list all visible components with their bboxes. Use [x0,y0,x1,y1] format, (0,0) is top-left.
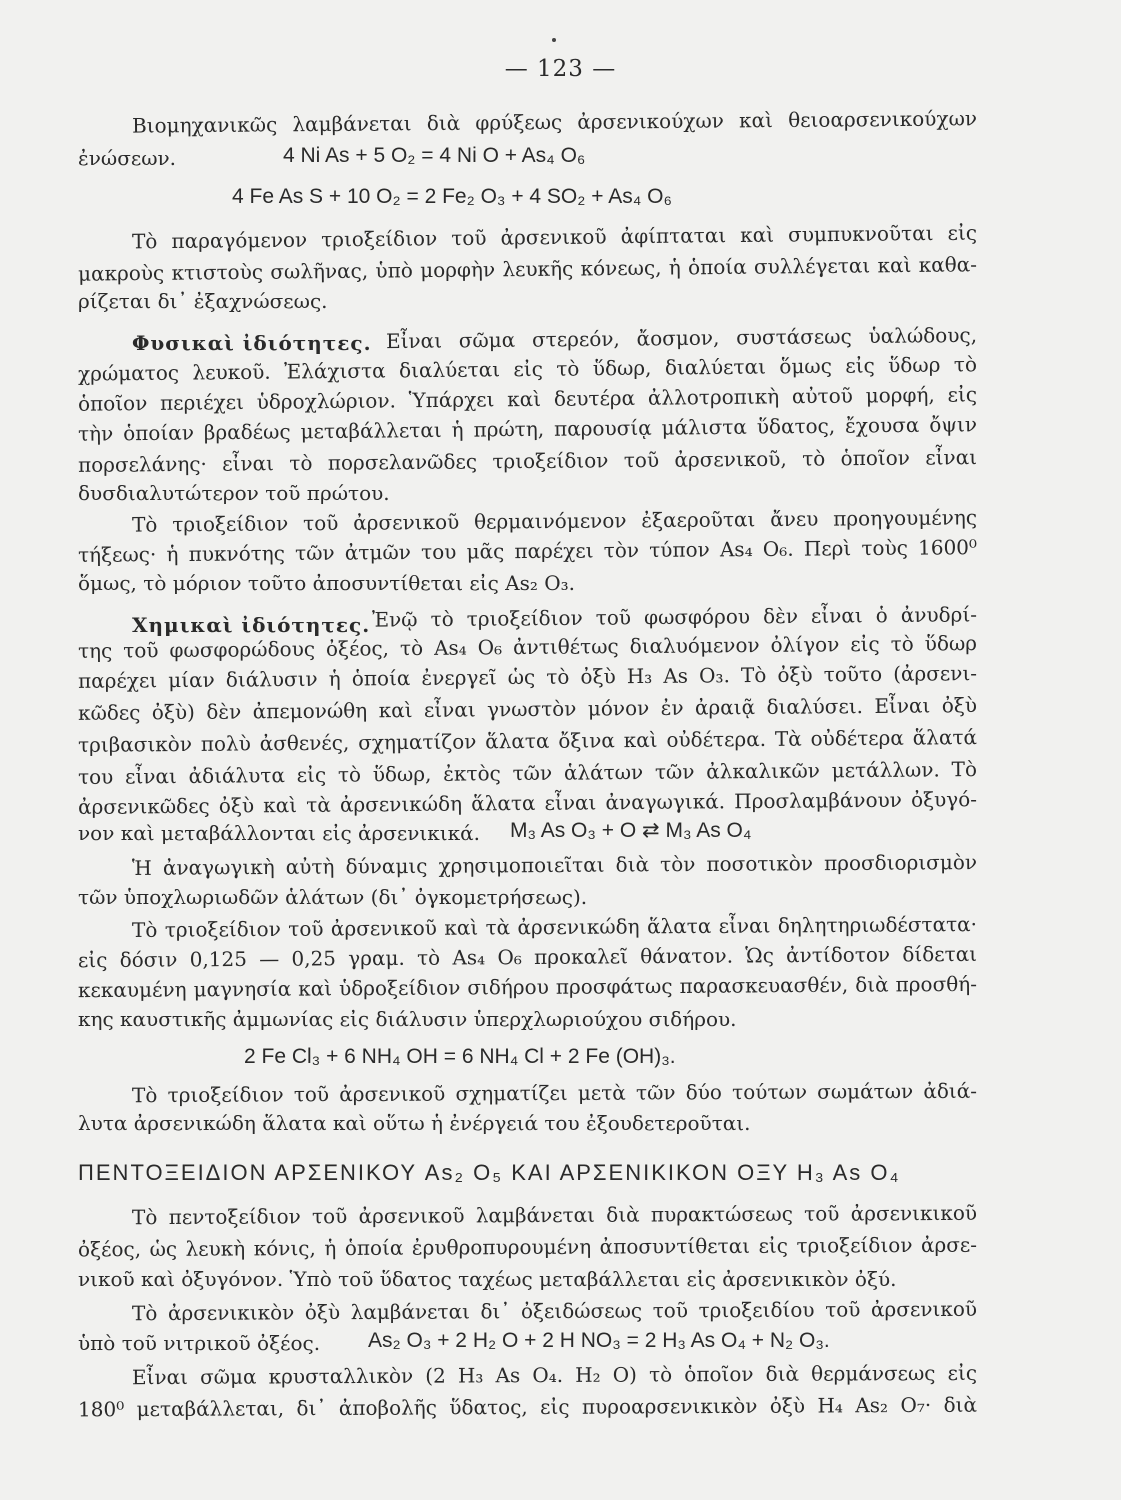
equation: As₂ O₃ + 2 H₂ O + 2 H NO₃ = 2 H₃ As O₄ + N₂ O₃. [368,1329,830,1352]
text-line: κης καυστικῆς ἀμμωνίας εἰς διάλυσιν ὑπερχλωριούχου σιδήρου. [78,1007,737,1031]
text-line: της τοῦ φωσφορώδους ὀξέος, τὸ As₄ O₆ ἀντιθέτως διαλυόμενον ὀλίγον εἰς τὸ ὕδωρ [77,631,978,663]
text-line: χρώματος λευκοῦ. Ἐλάχιστα διαλύεται εἰς τὸ ὕδωρ, διαλύεται ὅμως εἰς ὕδωρ τὸ [77,352,978,386]
text-line: ὅμως, τὸ μόριον τοῦτο ἀποσυντίθεται εἰς As₂ O₃. [78,571,576,595]
text-line: τὴν ὁποίαν βραδέως μεταβάλλεται ἡ πρώτη, παρουσίᾳ μάλιστα ὕδατος, ἔχουσα ὄψιν [77,412,978,446]
text-line: Τὸ ἀρσενικικὸν ὀξὺ λαμβάνεται δι᾽ ὀξειδώσεως τοῦ τριοξειδίου τοῦ ἀρσενικοῦ [131,1296,978,1326]
text-line: κεκαυμένη μαγνησία καὶ ὑδροξείδιον σιδήρου προσφάτως παρασκευασθέν, διὰ προσθή- [77,971,978,1003]
text-line: νον καὶ μεταβάλλονται εἰς ἀρσενικικά. [78,821,480,845]
text-line: Ἐνῷ τὸ τριοξείδιον τοῦ φωσφόρου δὲν εἶναι ὁ ἀνυδρί- [371,602,978,632]
text-line: Τὸ τριοξείδιον τοῦ ἀρσενικοῦ σχηματίζει μετὰ τῶν δύο τούτων σωμάτων ἀδιά- [131,1078,978,1108]
equation: 4 Ni As + 5 O₂ = 4 Ni O + As₄ O₆ [283,144,586,167]
text-line: του εἶναι ἀδιάλυτα εἰς τὸ ὕδωρ, ἐκτὸς τῶν ἁλάτων τῶν ἀλκαλικῶν μετάλλων. Τὸ [77,757,978,789]
section-label-physical: Φυσικαὶ ἰδιότητες. [132,331,372,355]
text-line: Τὸ τριοξείδιον τοῦ ἀρσενικοῦ θερμαινόμενον ἐξαεροῦται ἄνευ προηγουμένης [131,505,978,537]
text-line: δυσδιαλυτώτερον τοῦ πρώτου. [78,481,390,505]
text-line: λυτα ἀρσενικώδη ἅλατα καὶ οὕτω ἡ ἐνέργειά του ἐξουδετεροῦται. [78,1111,751,1135]
text-line: ἀρσενικῶδες ὀξὺ καὶ τὰ ἀρσενικώδη ἅλατα εἶναι ἀναγωγικά. Προσλαμβάνουν ὀξυγό- [77,787,978,819]
text-line: τριβασικὸν πολὺ ἀσθενές, σχηματίζον ἅλατα ὄξινα καὶ οὐδέτερα. Τὰ οὐδέτερα ἅλατά [77,725,978,757]
text-line: ὀξέος, ὡς λευκὴ κόνις, ἡ ὁποία ἐρυθροπυρουμένη ἀποσυντίθεται εἰς τριοξείδιον ἀρσε- [77,1232,978,1262]
text-line: πορσελάνης· εἶναι τὸ πορσελανῶδες τριοξείδιον τοῦ ἀρσενικοῦ, τὸ ὁποῖον εἶναι [77,445,978,477]
text-line: 180⁰ μεταβάλλεται, δι᾽ ἀποβολῆς ὕδατος, εἰς πυροαρσενικικὸν ὀξὺ H₄ As₂ O₇· διὰ [77,1392,978,1422]
section-heading: ΠΕΝΤΟΞΕΙΔΙΟΝ ΑΡΣΕΝΙΚΟΥ As₂ O₅ ΚΑΙ ΑΡΣΕΝΙΚΙΚΟΝ ΟΞΥ H₃ As O₄ [78,1160,901,1185]
text-line: ἐνώσεων. [78,146,177,170]
equation: 4 Fe As S + 10 O₂ = 2 Fe₂ O₃ + 4 SO₂ + As₄ O₆ [232,185,672,208]
text-line: εἰς δόσιν 0,125 — 0,25 γραμ. τὸ As₄ O₆ προκαλεῖ θάνατον. Ὡς ἀντίδοτον δίδεται [77,941,978,973]
text-line: Τὸ παραγόμενον τριοξείδιον τοῦ ἀρσενικοῦ ἀφίπταται καὶ συμπυκνοῦται εἰς [131,220,978,254]
text-line: Ἡ ἀναγωγικὴ αὐτὴ δύναμις χρησιμοποιεῖται διὰ τὸν ποσοτικὸν προσδιορισμὸν [131,850,978,880]
equation: M₃ As O₃ + O ⇄ M₃ As O₄ [510,819,752,842]
text-line: νικοῦ καὶ ὀξυγόνον. Ὑπὸ τοῦ ὕδατος ταχέως μεταβάλλεται εἰς ἀρσενικικὸν ὀξύ. [78,1267,897,1291]
text-line: Εἶναι σῶμα στερεόν, ἄοσμον, συστάσεως ὑαλώδους, [385,322,978,354]
section-label-chemical: Χημικαὶ ἰδιότητες. [132,613,371,637]
text-line: ὁποῖον περιέχει ὑδροχλώριον. Ὑπάρχει καὶ δευτέρα ἀλλοτροπικὴ αὐτοῦ μορφή, εἰς [77,382,978,416]
text-line: ρίζεται δι᾽ ἐξαχνώσεως. [78,289,328,313]
text-line: Εἶναι σῶμα κρυσταλλικὸν (2 H₃ As O₄. H₂ O) τὸ ὁποῖον διὰ θερμάνσεως εἰς [131,1360,978,1390]
ink-speck [552,38,556,42]
text-line: ὑπὸ τοῦ νιτρικοῦ ὀξέος. [78,1331,321,1355]
text-line: Τὸ πεντοξείδιον τοῦ ἀρσενικοῦ λαμβάνεται διὰ πυρακτώσεως τοῦ ἀρσενικικοῦ [131,1200,978,1230]
text-line: μακροὺς κτιστοὺς σωλῆνας, ὑπὸ μορφὴν λευκῆς κόνεως, ἡ ὁποία συλλέγεται καὶ καθα- [77,252,978,286]
equation: 2 Fe Cl₃ + 6 NH₄ OH = 6 NH₄ Cl + 2 Fe (OH)₃. [244,1045,676,1068]
text-line: τῶν ὑποχλωριωδῶν ἁλάτων (δι᾽ ὀγκομετρήσεως). [78,885,588,909]
text-line: Τὸ τριοξείδιον τοῦ ἀρσενικοῦ καὶ τὰ ἀρσενικώδη ἅλατα εἶναι δηλητηριωδέστατα· [131,912,978,942]
text-line: Βιομηχανικῶς λαμβάνεται διὰ φρύξεως ἀρσενικούχων καὶ θειοαρσενικούχων [131,106,978,138]
text-line: κῶδες ὀξὺ) δὲν ἀπεμονώθη καὶ εἶναι γνωστὸν μόνον ἐν ἀραιᾷ διαλύσει. Εἶναι ὀξὺ [77,693,978,725]
text-line: τήξεως· ἡ πυκνότης τῶν ἀτμῶν του μᾶς παρέχει τὸν τύπον As₄ O₆. Περὶ τοὺς 1600⁰ [77,535,978,567]
page-number: — 123 — [504,56,617,82]
text-line: παρέχει μίαν διάλυσιν ἡ ὁποία ἐνεργεῖ ὡς τὸ ὀξὺ H₃ As O₃. Τὸ ὀξὺ τοῦτο (ἀρσενι- [77,661,978,693]
